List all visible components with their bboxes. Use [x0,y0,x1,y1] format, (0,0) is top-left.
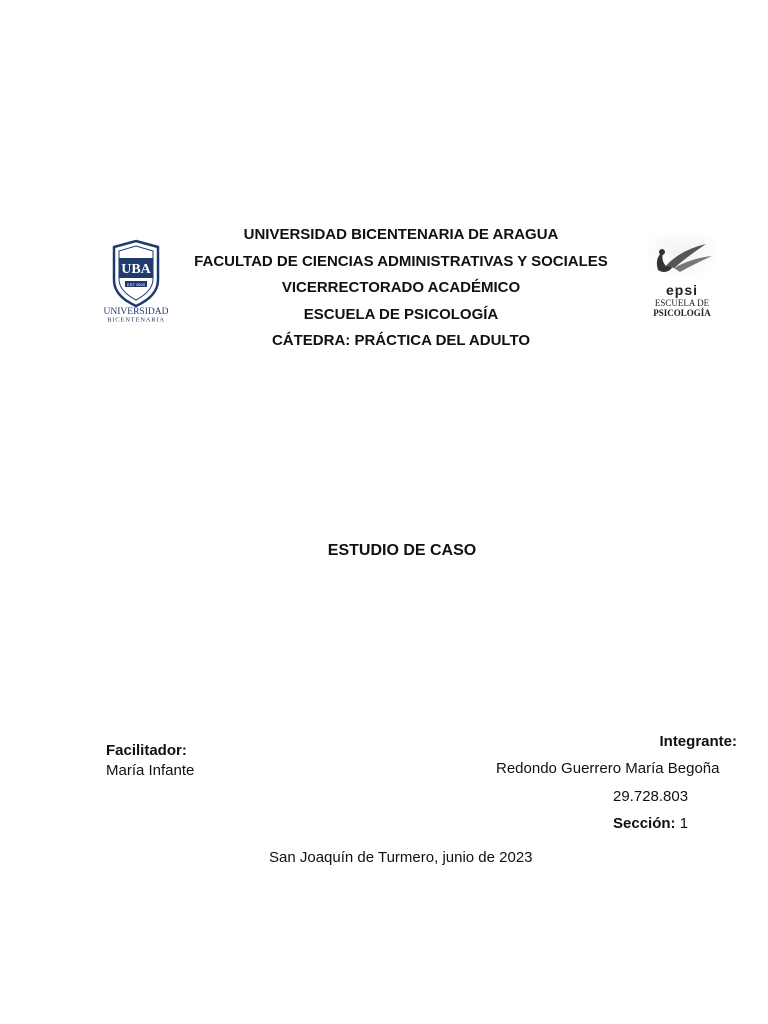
facilitator-label: Facilitador: [106,742,187,759]
member-label: Integrante: [659,733,737,750]
epsi-line2: PSICOLOGÍA [653,308,711,318]
member-name: Redondo Guerrero María Begoña [496,760,720,777]
place-date: San Joaquín de Turmero, junio de 2023 [269,849,533,866]
section-label: Sección: [613,815,676,832]
epsi-logo [644,232,720,322]
uba-name-line2: BICENTENARIA [107,316,165,324]
uba-est-text: EST 2000 [127,281,145,287]
header-faculty: FACULTAD DE CIENCIAS ADMINISTRATIVAS Y SOCIALES [194,252,608,270]
header-catedra: CÁTEDRA: PRÁCTICA DEL ADULTO [271,332,531,349]
uba-name-line1: UNIVERSIDAD [103,307,169,317]
document-title: ESTUDIO DE CASO [327,542,477,559]
section-value: 1 [679,815,689,832]
facilitator-name: María Infante [106,762,195,779]
member-id: 29.728.803 [613,788,689,805]
epsi-line1: ESCUELA DE [654,298,710,308]
header-vicerrectorado: VICERRECTORADO ACADÉMICO [281,279,521,296]
uba-shield-text: UBA [121,262,151,277]
section-line [613,815,688,833]
header-university: UNIVERSIDAD BICENTENARIA DE ARAGUA [243,226,559,243]
institution-header [150,224,652,357]
epsi-brand-text: epsi [665,282,699,298]
header-school: ESCUELA DE PSICOLOGÍA [303,305,499,323]
